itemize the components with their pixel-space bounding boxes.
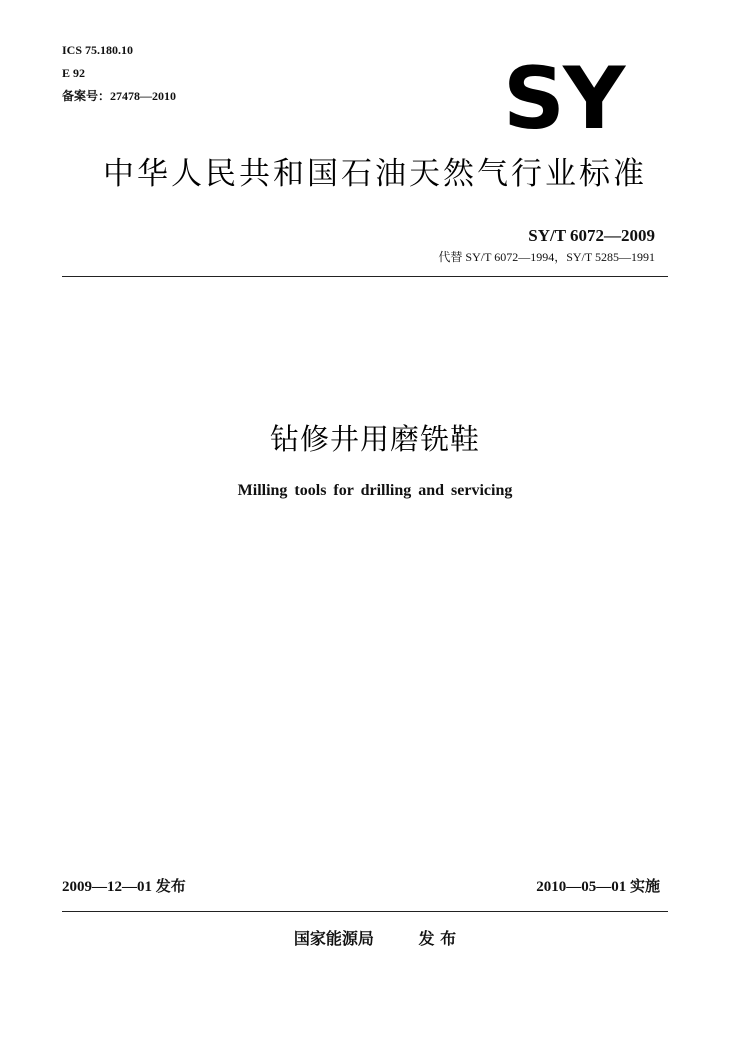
- document-title-chinese: 钻修井用磨铣鞋: [269, 422, 480, 456]
- issuer-title: 中华人民共和国石油天然气行业标准: [103, 156, 647, 192]
- publisher-line: [0, 931, 750, 947]
- bottom-divider: [62, 911, 668, 912]
- document-title-english: Milling tools for drilling and servicing: [237, 482, 513, 499]
- publisher-name: 国家能源局: [293, 929, 374, 948]
- sy-logo: SY: [503, 49, 624, 149]
- ccs-code: E 92: [62, 66, 86, 80]
- replaces-note: 代替 SY/T 6072—1994，SY/T 5285—1991: [438, 250, 655, 264]
- publisher-action: 发 布: [418, 929, 457, 948]
- record-number: 备案号：27478—2010: [62, 89, 177, 103]
- standard-number: SY/T 6072—2009: [528, 226, 655, 245]
- implementation-date: 2010—05—01 实施: [536, 879, 660, 895]
- issue-date: 2009—12—01 发布: [62, 879, 186, 895]
- ics-code: ICS 75.180.10: [62, 43, 134, 57]
- top-divider: [62, 276, 668, 277]
